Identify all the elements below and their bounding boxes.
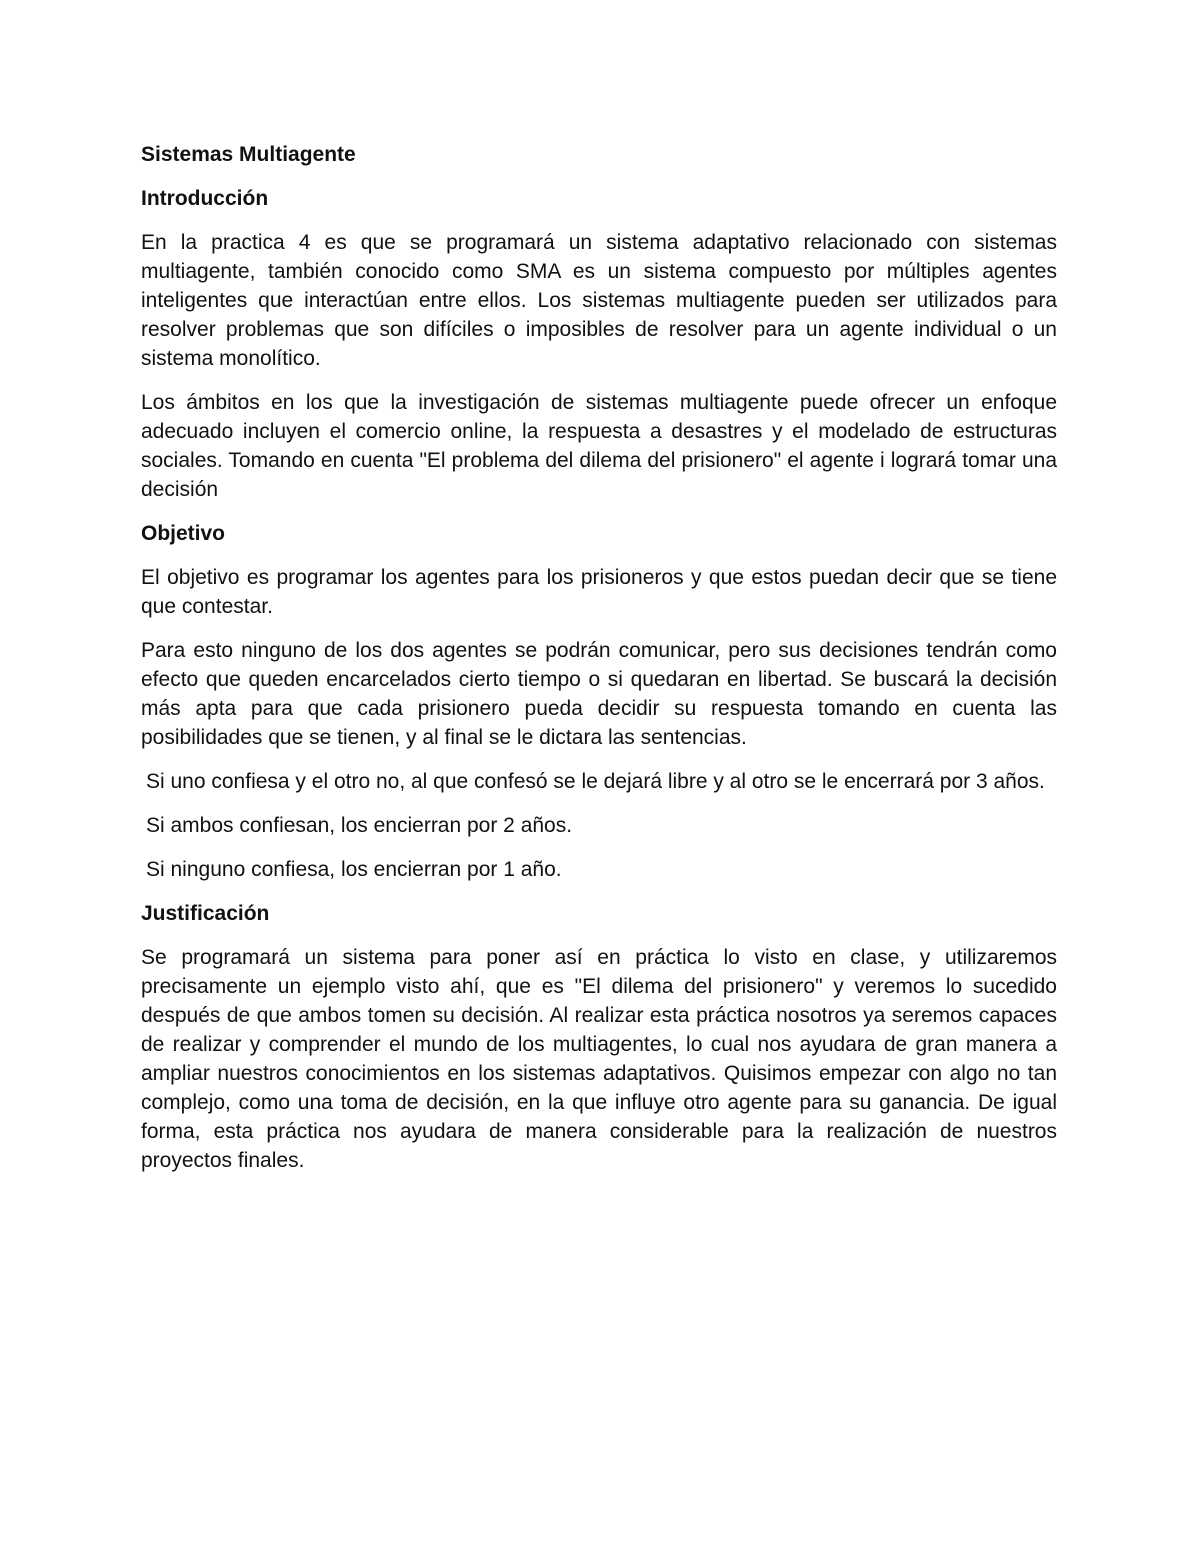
objetivo-paragraph-1: El objetivo es programar los agentes para los prisioneros y que estos puedan decir que se tiene que contestar.	[141, 566, 1057, 618]
section-heading-introduccion: Introducción	[141, 187, 269, 210]
objetivo-paragraph-2: Para esto ninguno de los dos agentes se podrán comunicar, pero sus decisiones tendrán como efecto que queden encarcelados cierto tiempo o si quedaran en libertad. Se buscará la decisión más apta para que cada prisionero pueda decidir su respuesta tomando en cuenta las posibilidades que se tienen, y al final se le dictara las sentencias.	[141, 639, 1057, 749]
objetivo-case-3: Si ninguno confiesa, los encierran por 1 año.	[146, 858, 562, 881]
section-heading-justificacion: Justificación	[141, 902, 270, 925]
document-page	[141, 140, 1057, 1190]
intro-paragraph-1: En la practica 4 es que se programará un sistema adaptativo relacionado con sistemas multiagente, también conocido como SMA es un sistema compuesto por múltiples agentes inteligentes que interactúan entre ellos. Los sistemas multiagente pueden ser utilizados para resolver problemas que son difíciles o imposibles de resolver para un agente individual o un sistema monolítico.	[141, 231, 1057, 370]
section-heading-objetivo: Objetivo	[141, 522, 226, 545]
document-title: Sistemas Multiagente	[141, 143, 356, 166]
justificacion-paragraph-1: Se programará un sistema para poner así en práctica lo visto en clase, y utilizaremos precisamente un ejemplo visto ahí, que es "El dilema del prisionero" y veremos lo sucedido después de que ambos tomen su decisión. Al realizar esta práctica nosotros ya seremos capaces de realizar y comprender el mundo de los multiagentes, lo cual nos ayudara de gran manera a ampliar nuestros conocimientos en los sistemas adaptativos. Quisimos empezar con algo no tan complejo, como una toma de decisión, en la que influye otro agente para su ganancia. De igual forma, esta práctica nos ayudara de manera considerable para la realización de nuestros proyectos finales.	[141, 946, 1057, 1172]
objetivo-case-2: Si ambos confiesan, los encierran por 2 años.	[146, 814, 573, 837]
objetivo-case-1: Si uno confiesa y el otro no, al que confesó se le dejará libre y al otro se le encerrará por 3 años.	[146, 770, 1045, 793]
intro-paragraph-2: Los ámbitos en los que la investigación de sistemas multiagente puede ofrecer un enfoque adecuado incluyen el comercio online, la respuesta a desastres y el modelado de estructuras sociales. Tomando en cuenta "El problema del dilema del prisionero" el agente i logrará tomar una decisión	[141, 391, 1057, 501]
